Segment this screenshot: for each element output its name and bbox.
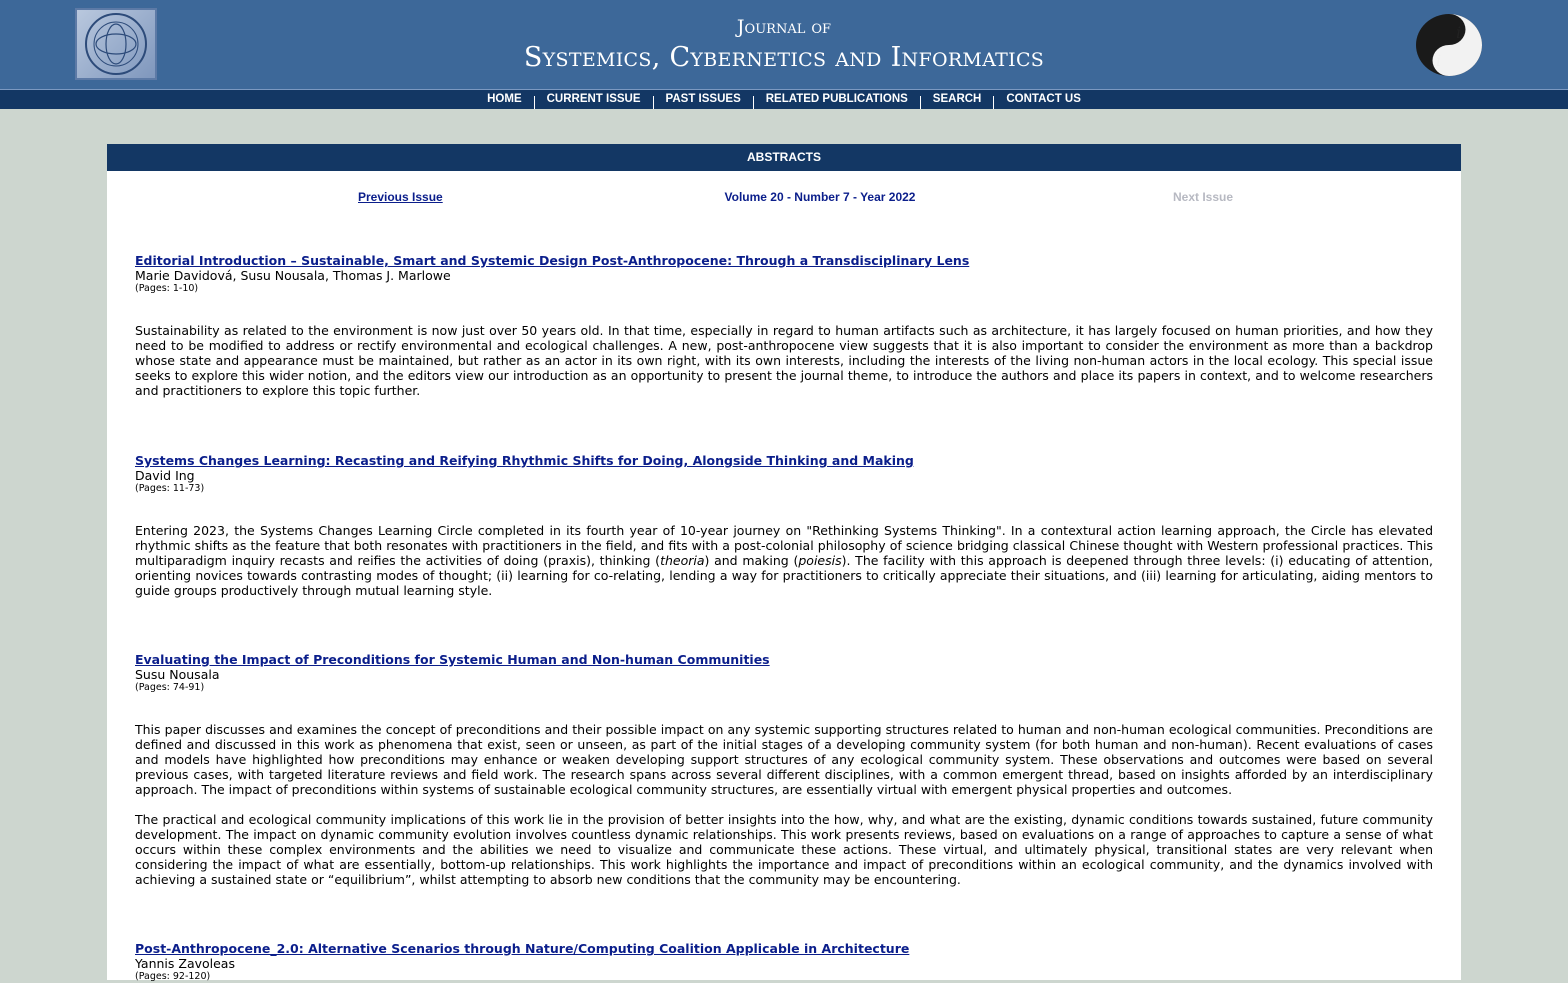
article-abstract: Sustainability as related to the environment is now just over 50 years old. In that time, especially in regard to human artifacts such as architecture, it has largely focused on human priorities, and how they need to be modified to address or rectify environmental and ecological challenges. A new, post-anthropocene view suggests that it is also important to consider the environment as more than a backdrop whose state and appearance must be maintained, but rather as an actor in its own right, with its own interests, including the interests of the living non-human actors in the local ecology. This special issue seeks to explore this wider notion, and the editors view our introduction as an opportunity to present the journal theme, to introduce the authors and place its papers in context, and to welcome researchers and practitioners to explore this topic further. <box>135 323 1433 398</box>
article-title-link[interactable]: Editorial Introduction – Sustainable, Smart and Systemic Design Post-Anthropocene: Through a Transdisciplinary Lens <box>135 253 970 268</box>
article-abstract <box>135 523 1433 598</box>
abstract-italic-term: poiesis <box>798 553 842 568</box>
abstracts-panel <box>107 144 1461 980</box>
article-authors: Marie Davidová, Susu Nousala, Thomas J. Marlowe <box>135 268 451 283</box>
article-title-link[interactable]: Systems Changes Learning: Recasting and Reifying Rhythmic Shifts for Doing, Alongside Thinking and Making <box>135 453 914 468</box>
next-issue-disabled: Next Issue <box>1173 190 1234 204</box>
abstract-text: Entering 2023, the Systems Changes Learning Circle completed in its fourth year of 10-year journey on "Rethinking Systems Thinking". In a contextural action learning approach, the Circle has elevated rhythmic shifts as the feature that both resonates with practitioners in the field, and fits with a post-colonial philosophy of science bridging classical Chinese thought with Western professional practices. This multiparadigm inquiry recasts and reifies the activities of doing (praxis), thinking ( <box>135 523 1433 568</box>
article-pages: (Pages: 1-10) <box>135 283 199 294</box>
abstract-italic-term: theoria <box>660 553 705 568</box>
journal-title-line2: Systemics, Cybernetics and Informatics <box>523 42 1045 73</box>
article-title-link[interactable]: Post-Anthropocene_2.0: Alternative Scenarios through Nature/Computing Coalition Applicable in Architecture <box>135 941 910 956</box>
abstracts-heading: ABSTRACTS <box>107 144 1461 171</box>
previous-issue-link[interactable]: Previous Issue <box>358 190 443 204</box>
nav-contact-us[interactable]: CONTACT US <box>1006 93 1081 105</box>
abstract-text: ) and making ( <box>704 553 799 568</box>
abstract-text: ). The facility with this approach is deepened through three levels: (i) educating of attention, orienting novices towards contrasting modes of thought; (ii) learning for co-relating, lending a way for practitioners to critically appreciate their situations, and (iii) learning for articulating, aiding mentors to guide groups productively through mutual learning style. <box>135 553 1434 598</box>
nav-past-issues[interactable]: PAST ISSUES <box>665 93 741 105</box>
article-pages: (Pages: 11-73) <box>135 483 205 494</box>
nav-home[interactable]: HOME <box>487 93 522 105</box>
journal-title <box>0 14 1568 76</box>
iiis-logo[interactable] <box>1414 12 1484 78</box>
article-3 <box>135 652 1433 887</box>
main-nav <box>0 89 1568 109</box>
article-pages: (Pages: 74-91) <box>135 682 205 693</box>
yin-yang-icon <box>1414 12 1484 78</box>
svg-text:i: i <box>1456 23 1462 42</box>
article-2 <box>135 453 1433 598</box>
volume-label: Volume 20 - Number 7 - Year 2022 <box>724 190 916 204</box>
article-4 <box>135 941 1433 983</box>
article-authors: Yannis Zavoleas <box>135 956 235 971</box>
article-abstract: This paper discusses and examines the concept of preconditions and their possible impact on any systemic supporting structures related to human and non-human ecological communities. Preconditions are defined and discussed in this work as phenomena that exist, seen or unseen, as part of the initial stages of a developing community system (for both human and non-human). Recent evaluations of cases and models have highlighted how preconditions may enhance or weaken developing support structures of any ecological community system. These observations and outcomes were based on several previous cases, with targeted literature reviews and field work. The research spans across several different disciplines, with a common emergent thread, based on insights afforded by an interdisciplinary approach. The impact of preconditions within systems of sustainable ecological community structures, are essentially virtual with emergent physical properties and outcomes. <box>135 722 1433 797</box>
issue-navigation <box>107 190 1461 206</box>
article-1 <box>135 253 1433 398</box>
article-authors: David Ing <box>135 468 195 483</box>
journal-title-line1: Journal of <box>736 16 832 38</box>
article-pages: (Pages: 92-120) <box>135 971 211 982</box>
nav-search[interactable]: SEARCH <box>932 93 982 105</box>
nav-related-publications[interactable]: RELATED PUBLICATIONS <box>765 93 908 105</box>
article-abstract-continued: The practical and ecological community implications of this work lie in the provision of better insights into the how, why, and what are the existing, dynamic conditions towards sustained, future community development. The impact on dynamic community evolution involves countless dynamic relationships. This work presents reviews, based on evaluations on a range of approaches to capture a sense of what occurs within these complex environments and the abilities we need to visualize and communicate these actions. These virtual, and ultimately physical, transitional states are very relevant when considering the impact of what are essentially, bottom-up relationships. This work highlights the importance and impact of preconditions within an ecological community, and the dynamics involved with achieving a sustained state or “equilibrium”, whilst attempting to absorb new conditions that the community may be encountering. <box>135 812 1433 887</box>
nav-current-issue[interactable]: CURRENT ISSUE <box>546 93 641 105</box>
article-title-link[interactable]: Evaluating the Impact of Preconditions for Systemic Human and Non-human Communities <box>135 652 770 667</box>
svg-text:i: i <box>1436 51 1442 70</box>
article-authors: Susu Nousala <box>135 667 220 682</box>
site-header <box>0 0 1568 89</box>
